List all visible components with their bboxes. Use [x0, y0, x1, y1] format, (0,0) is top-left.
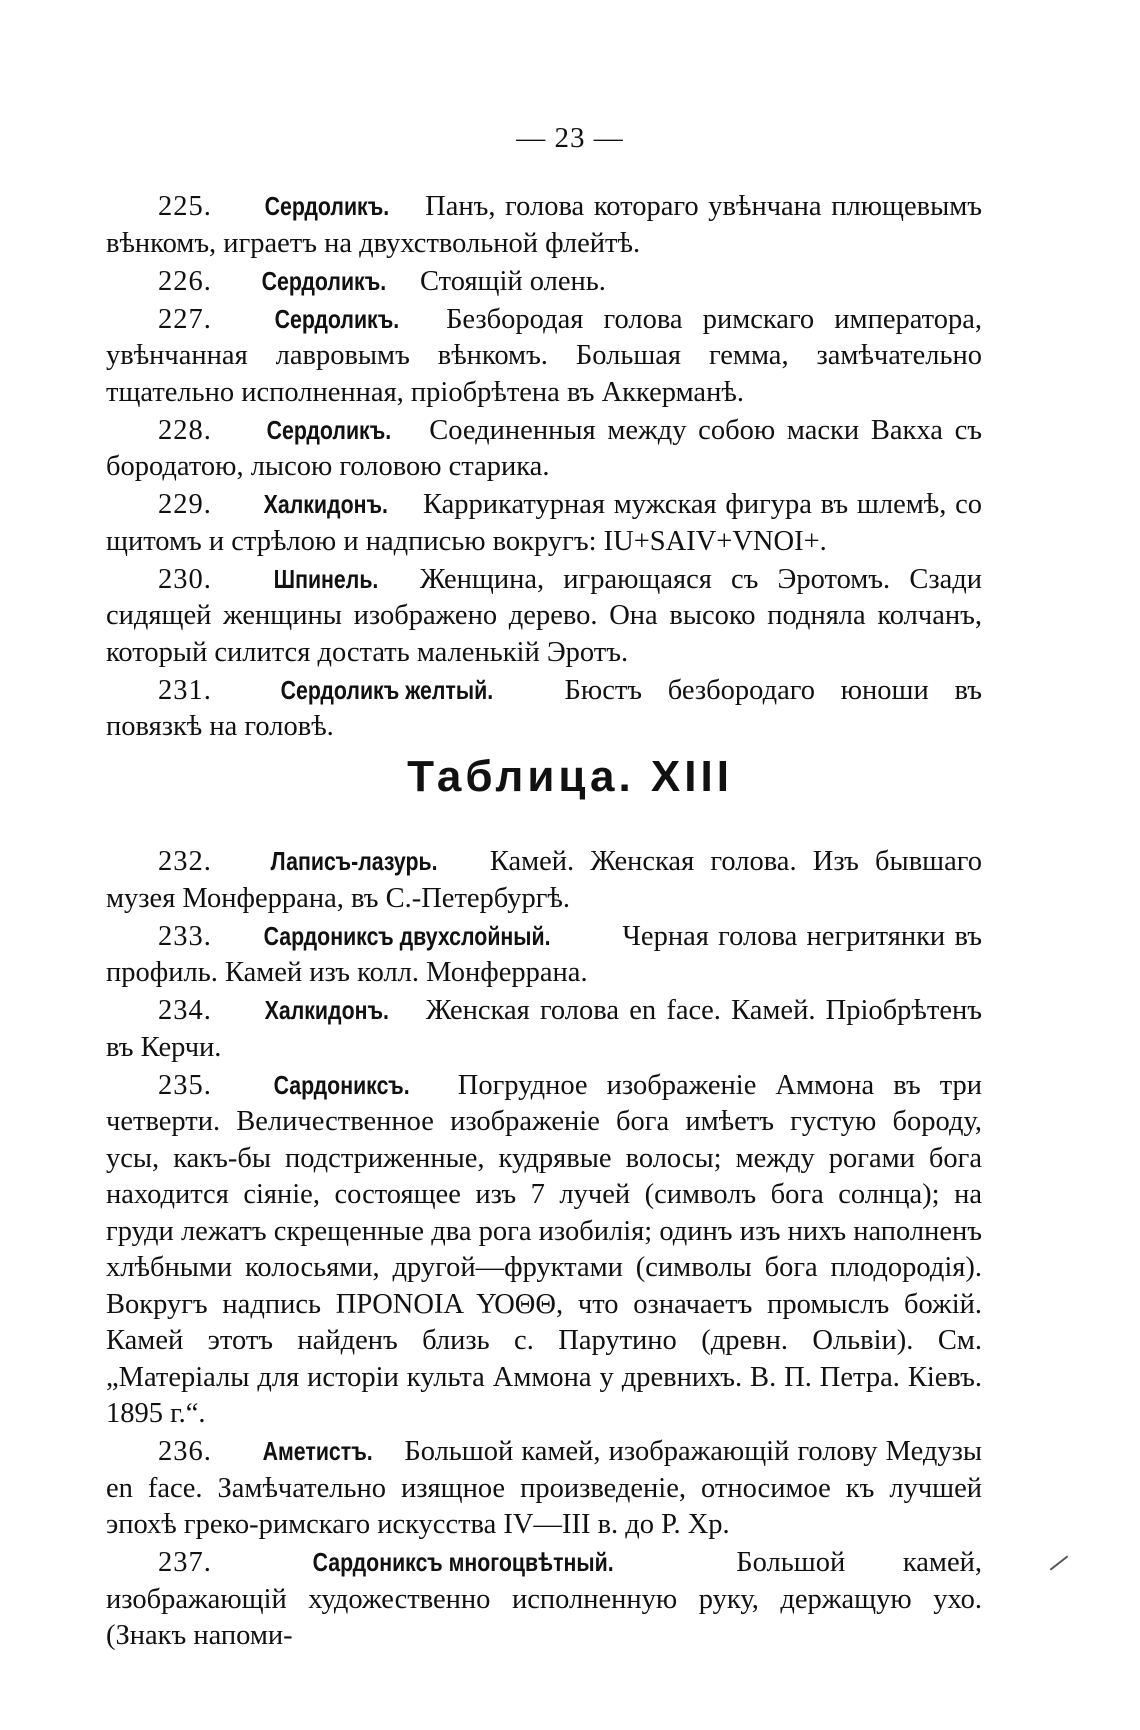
- entry-text: Камей. Женская голова. Изъ бывшаго музея Монферрана, въ С.-Петербургѣ.: [106, 846, 982, 914]
- entry-text: Стоящій олень.: [420, 265, 606, 297]
- catalog-entry-225: [106, 188, 982, 262]
- catalog-entry-233: [106, 918, 982, 992]
- entry-text: Соединенныя между собою маски Вакха съ бородатою, лысою головою старика.: [106, 414, 983, 482]
- entry-number: 229.: [158, 489, 212, 520]
- entry-text: Погрудное изображеніе Аммона въ три четверти. Величественное изображеніе бога имѣетъ густую бороду, усы, какъ-бы подстриженные, кудрявые волосы; между рогами бога находится сіяніе, состоящее изъ 7 лучей (символъ бога солнца); на груди лежатъ скрещенные два рога изобилія; одинъ изъ нихъ наполненъ хлѣбными колосьями, другой—фруктами (символы бога плодородія). Вокругъ надпись ΠΡΟΝΟΙΑ ΥΟΘΘ, что означаетъ промыслъ божій. Камей этотъ найденъ близь с. Парутино (древн. Ольвіи). См. „Матеріалы для исторіи культа Аммона у древнихъ. В. П. Петра. Кіевъ. 1895 г.“.: [106, 1069, 982, 1429]
- catalog-entry-231: [106, 672, 982, 746]
- entry-text: Панъ, голова котораго увѣнчана плющевымъ вѣнкомъ, играетъ на двухствольной флейтѣ.: [106, 191, 982, 259]
- entry-material: Шпинель.: [273, 563, 379, 594]
- catalog-entry-228: [106, 412, 982, 486]
- catalog-entry-236: [106, 1433, 982, 1544]
- catalog-section-after: [106, 843, 982, 1655]
- entry-text: Безбородая голова римскаго императора, увѣнчанная лавровымъ вѣнкомъ. Большая гемма, замѣчательно тщательно исполненная, пріобрѣтена въ Аккерманѣ.: [106, 303, 983, 408]
- table-heading: Таблица. XIII: [407, 752, 733, 801]
- entry-text: Черная голова негритянки въ профиль. Камей изъ колл. Монферрана.: [106, 920, 982, 988]
- entry-number: 233.: [158, 920, 212, 952]
- entry-text: Бюстъ безбородаго юноши въ повязкѣ на головѣ.: [106, 674, 982, 742]
- margin-pen-mark: [1050, 1555, 1069, 1570]
- entry-number: 230.: [158, 563, 212, 595]
- catalog-entry-227: [106, 301, 982, 412]
- entry-material: Лаписъ-лазурь.: [270, 846, 438, 876]
- entry-number: 227.: [158, 303, 212, 335]
- catalog-entry-237: [106, 1544, 982, 1655]
- entry-material: Халкидонъ.: [263, 489, 388, 519]
- entry-material: Сардониксъ многоцвѣтный.: [312, 1547, 614, 1577]
- entry-number: 236.: [158, 1436, 212, 1467]
- entry-number: 226.: [158, 265, 212, 297]
- entry-text: Женская голова en face. Камей. Пріобрѣтенъ въ Керчи.: [106, 995, 982, 1063]
- entry-number: 235.: [158, 1069, 212, 1101]
- entry-material: Аметистъ.: [262, 1436, 373, 1466]
- entry-material: Сердоликъ.: [264, 191, 389, 221]
- catalog-entry-226: [106, 263, 982, 301]
- entry-number: 237.: [158, 1547, 212, 1578]
- catalog-section-before: [106, 188, 982, 746]
- entry-material: Сардониксъ двухслойный.: [263, 920, 551, 951]
- entry-number: 231.: [158, 674, 212, 706]
- catalog-entry-232: [106, 843, 982, 917]
- entry-material: Сардониксъ.: [273, 1069, 410, 1100]
- entry-text: Каррикатурная мужская фигура въ шлемѣ, со щитомъ и стрѣлою и надписью вокругъ: IU+SAIV+VNOI+.: [106, 489, 983, 557]
- entry-text: Большой камей, изображающій художественно исполненную руку, держащую ухо. (Знакъ напоми-: [106, 1547, 982, 1651]
- entry-text: Большой камей, изображающій голову Медузы en face. Замѣчательно изящное произведеніе, относимое къ лучшей эпохѣ греко-римскаго искусства IV—III в. до Р. Хр.: [106, 1436, 983, 1540]
- entry-number: 225.: [158, 191, 212, 222]
- catalog-entry-234: [106, 992, 982, 1066]
- entry-material: Сердоликъ.: [261, 265, 387, 296]
- entry-number: 232.: [158, 846, 212, 877]
- catalog-entry-235: [106, 1067, 982, 1433]
- entry-number: 234.: [158, 995, 212, 1026]
- catalog-entry-229: [106, 486, 982, 560]
- entry-text: Женщина, играющаяся съ Эротомъ. Сзади сидящей женщины изображено дерево. Она высоко подняла колчанъ, который силится достать маленькій Эротъ.: [106, 563, 982, 668]
- entry-material: Сердоликъ желтый.: [280, 674, 493, 705]
- entry-number: 228.: [158, 414, 212, 446]
- entry-material: Сердоликъ.: [266, 414, 391, 445]
- catalog-entry-230: [106, 561, 982, 672]
- page-number: — 23 —: [516, 122, 624, 154]
- entry-material: Халкидонъ.: [264, 995, 390, 1025]
- entry-material: Сердоликъ.: [274, 303, 400, 334]
